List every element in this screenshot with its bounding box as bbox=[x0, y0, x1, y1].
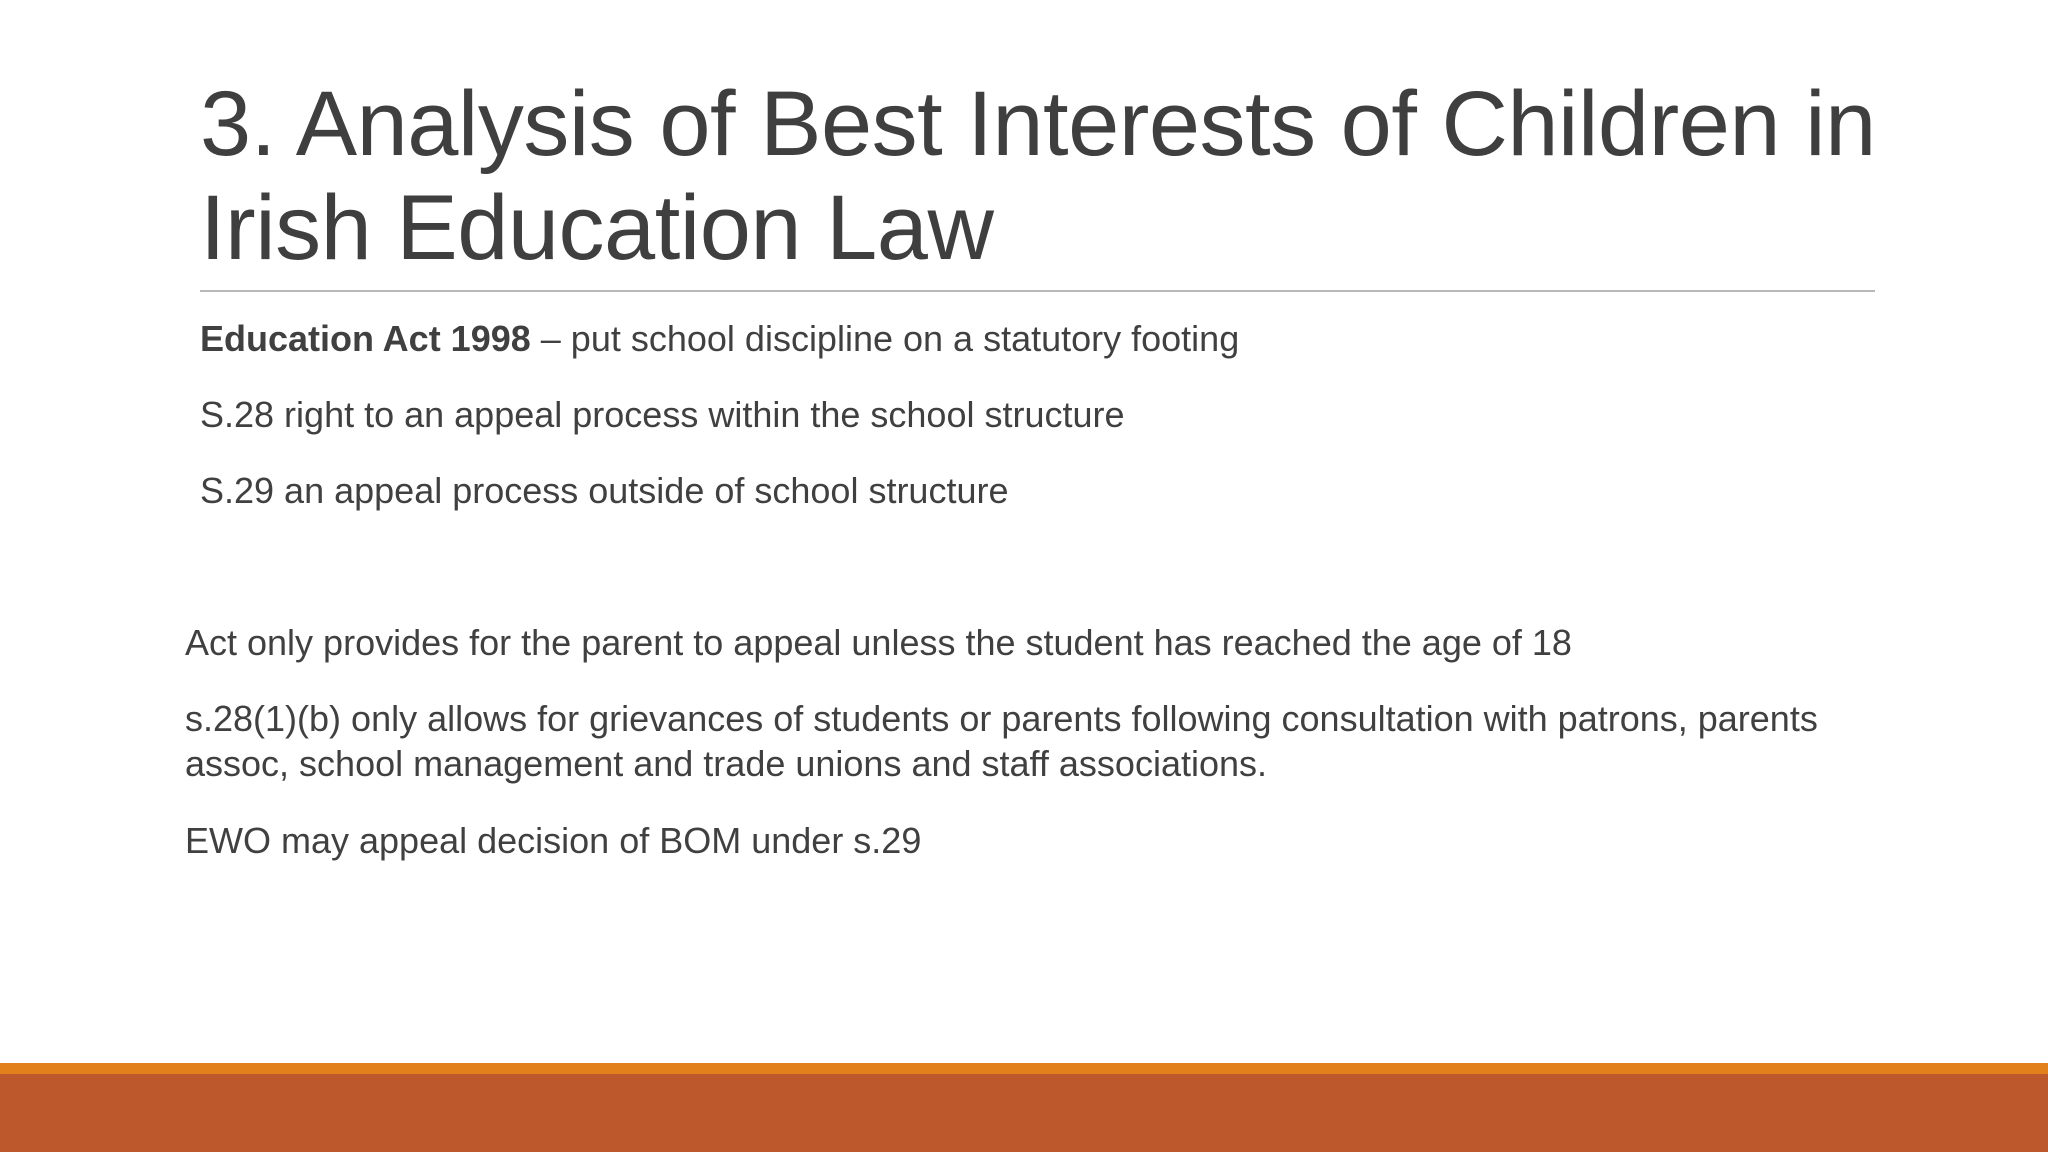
paragraph-education-act bbox=[200, 316, 1239, 361]
slide-title: 3. Analysis of Best Interests of Children in Irish Education Law bbox=[200, 73, 1876, 279]
paragraph-ewo: EWO may appeal decision of BOM under s.29 bbox=[185, 820, 922, 861]
paragraph-s28: S.28 right to an appeal process within the school structure bbox=[200, 394, 1125, 435]
footer-accent-stripe bbox=[0, 1063, 2048, 1074]
footer-band bbox=[0, 1074, 2048, 1152]
paragraph-text: – put school discipline on a statutory footing bbox=[530, 318, 1240, 359]
title-divider bbox=[200, 290, 1875, 292]
paragraph-parent-appeal: Act only provides for the parent to appeal unless the student has reached the age of 18 bbox=[185, 622, 1572, 663]
paragraph-s28-1-b: s.28(1)(b) only allows for grievances of students or parents following consultation with patrons, parents assoc, school management and trade unions and staff associations. bbox=[185, 698, 1818, 784]
paragraph-s29: S.29 an appeal process outside of school structure bbox=[200, 470, 1009, 511]
paragraph-bold-lead: Education Act 1998 bbox=[200, 318, 531, 359]
